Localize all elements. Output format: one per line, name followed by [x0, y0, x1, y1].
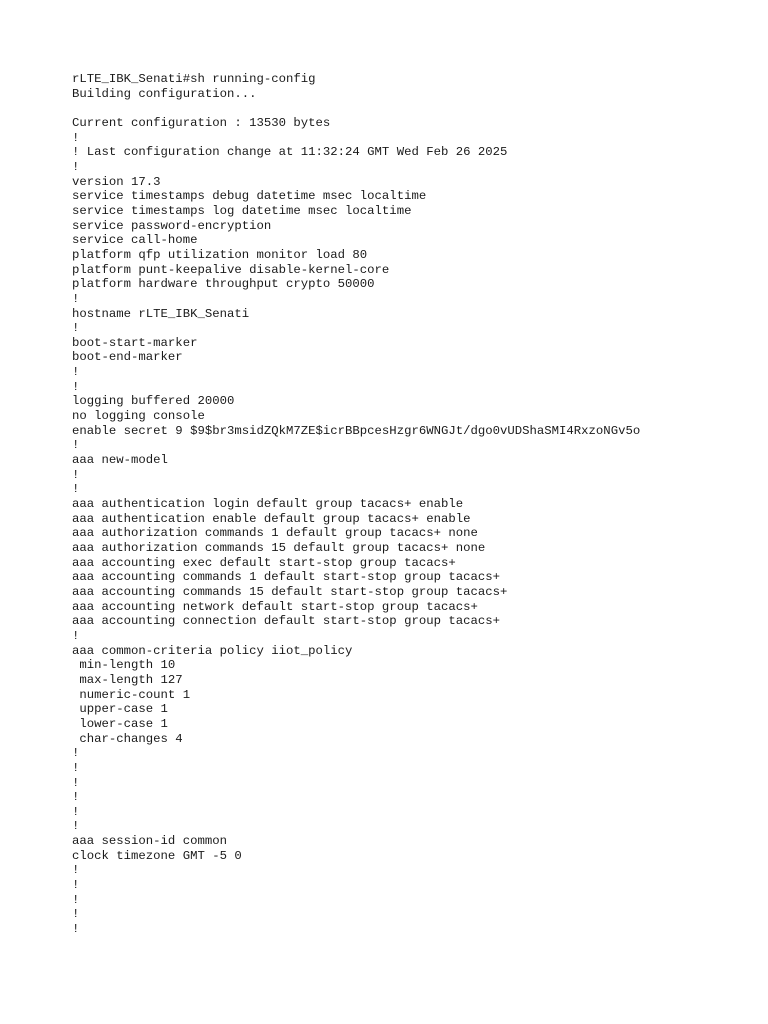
config-line: ! — [72, 922, 80, 937]
config-line: ! — [72, 438, 80, 453]
config-line: aaa common-criteria policy iiot_policy — [72, 643, 353, 658]
config-line: numeric-count 1 — [72, 687, 191, 702]
config-line: logging buffered 20000 — [72, 394, 235, 409]
config-line: service timestamps debug datetime msec localtime — [72, 189, 427, 204]
config-line: ! — [72, 804, 80, 819]
config-line: ! — [72, 379, 80, 394]
config-line: clock timezone GMT -5 0 — [72, 848, 242, 863]
config-line: service password-encryption — [72, 218, 272, 233]
config-line: platform qfp utilization monitor load 80 — [72, 247, 368, 262]
config-line: rLTE_IBK_Senati#sh running-config — [72, 72, 316, 86]
config-line: aaa accounting commands 1 default start-stop group tacacs+ — [72, 570, 501, 585]
config-line: ! — [72, 628, 80, 643]
config-line: char-changes 4 — [72, 731, 183, 746]
config-line: ! — [72, 482, 80, 497]
config-line: service timestamps log datetime msec localtime — [72, 203, 412, 218]
config-line: ! — [72, 365, 80, 380]
config-line: ! — [72, 892, 80, 907]
config-line: ! — [72, 863, 80, 878]
config-line: aaa authorization commands 15 default group tacacs+ none — [72, 541, 486, 555]
config-line: min-length 10 — [72, 658, 176, 673]
config-line: lower-case 1 — [72, 716, 168, 731]
config-line: ! — [72, 321, 80, 336]
config-line: ! — [72, 291, 80, 306]
config-line: boot-end-marker — [72, 350, 183, 365]
config-line: max-length 127 — [72, 672, 183, 687]
config-line: version 17.3 — [72, 174, 161, 189]
config-line: ! — [72, 467, 80, 482]
config-line: ! — [72, 760, 80, 775]
config-line: aaa authorization commands 1 default group tacacs+ none — [72, 526, 478, 541]
config-line: ! — [72, 130, 80, 145]
config-line: ! — [72, 907, 80, 922]
config-line: aaa accounting exec default start-stop group tacacs+ — [72, 555, 456, 570]
config-line: ! — [72, 775, 80, 790]
config-line: aaa authentication enable default group tacacs+ enable — [72, 511, 471, 526]
config-line: platform hardware throughput crypto 50000 — [72, 277, 375, 292]
config-line: ! Last configuration change at 11:32:24 GMT Wed Feb 26 2025 — [72, 145, 508, 160]
config-line: enable secret 9 $9$br3msidZQkM7ZE$icrBBpcesHzgr6WNGJt/dgo0vUDShaSMI4RxzoNGv5o — [72, 423, 641, 438]
config-document — [72, 72, 752, 937]
config-line: ! — [72, 819, 80, 834]
config-line: ! — [72, 746, 80, 761]
config-line — [72, 101, 752, 116]
config-line: upper-case 1 — [72, 702, 168, 717]
config-line: aaa accounting connection default start-stop group tacacs+ — [72, 614, 501, 629]
config-line: ! — [72, 790, 80, 805]
config-line: platform punt-keepalive disable-kernel-core — [72, 262, 390, 277]
config-line: Current configuration : 13530 bytes — [72, 115, 331, 130]
config-line: no logging console — [72, 409, 205, 424]
config-line: aaa new-model — [72, 453, 168, 468]
config-line: ! — [72, 159, 80, 174]
config-line: aaa authentication login default group tacacs+ enable — [72, 497, 464, 512]
config-line: Building configuration... — [72, 86, 257, 101]
config-line: hostname rLTE_IBK_Senati — [72, 306, 250, 321]
config-line: aaa session-id common — [72, 834, 227, 849]
config-line: ! — [72, 878, 80, 893]
config-line: aaa accounting network default start-stop group tacacs+ — [72, 599, 478, 614]
config-line: aaa accounting commands 15 default start-stop group tacacs+ — [72, 584, 508, 599]
config-line: service call-home — [72, 233, 198, 248]
config-line: boot-start-marker — [72, 335, 198, 350]
